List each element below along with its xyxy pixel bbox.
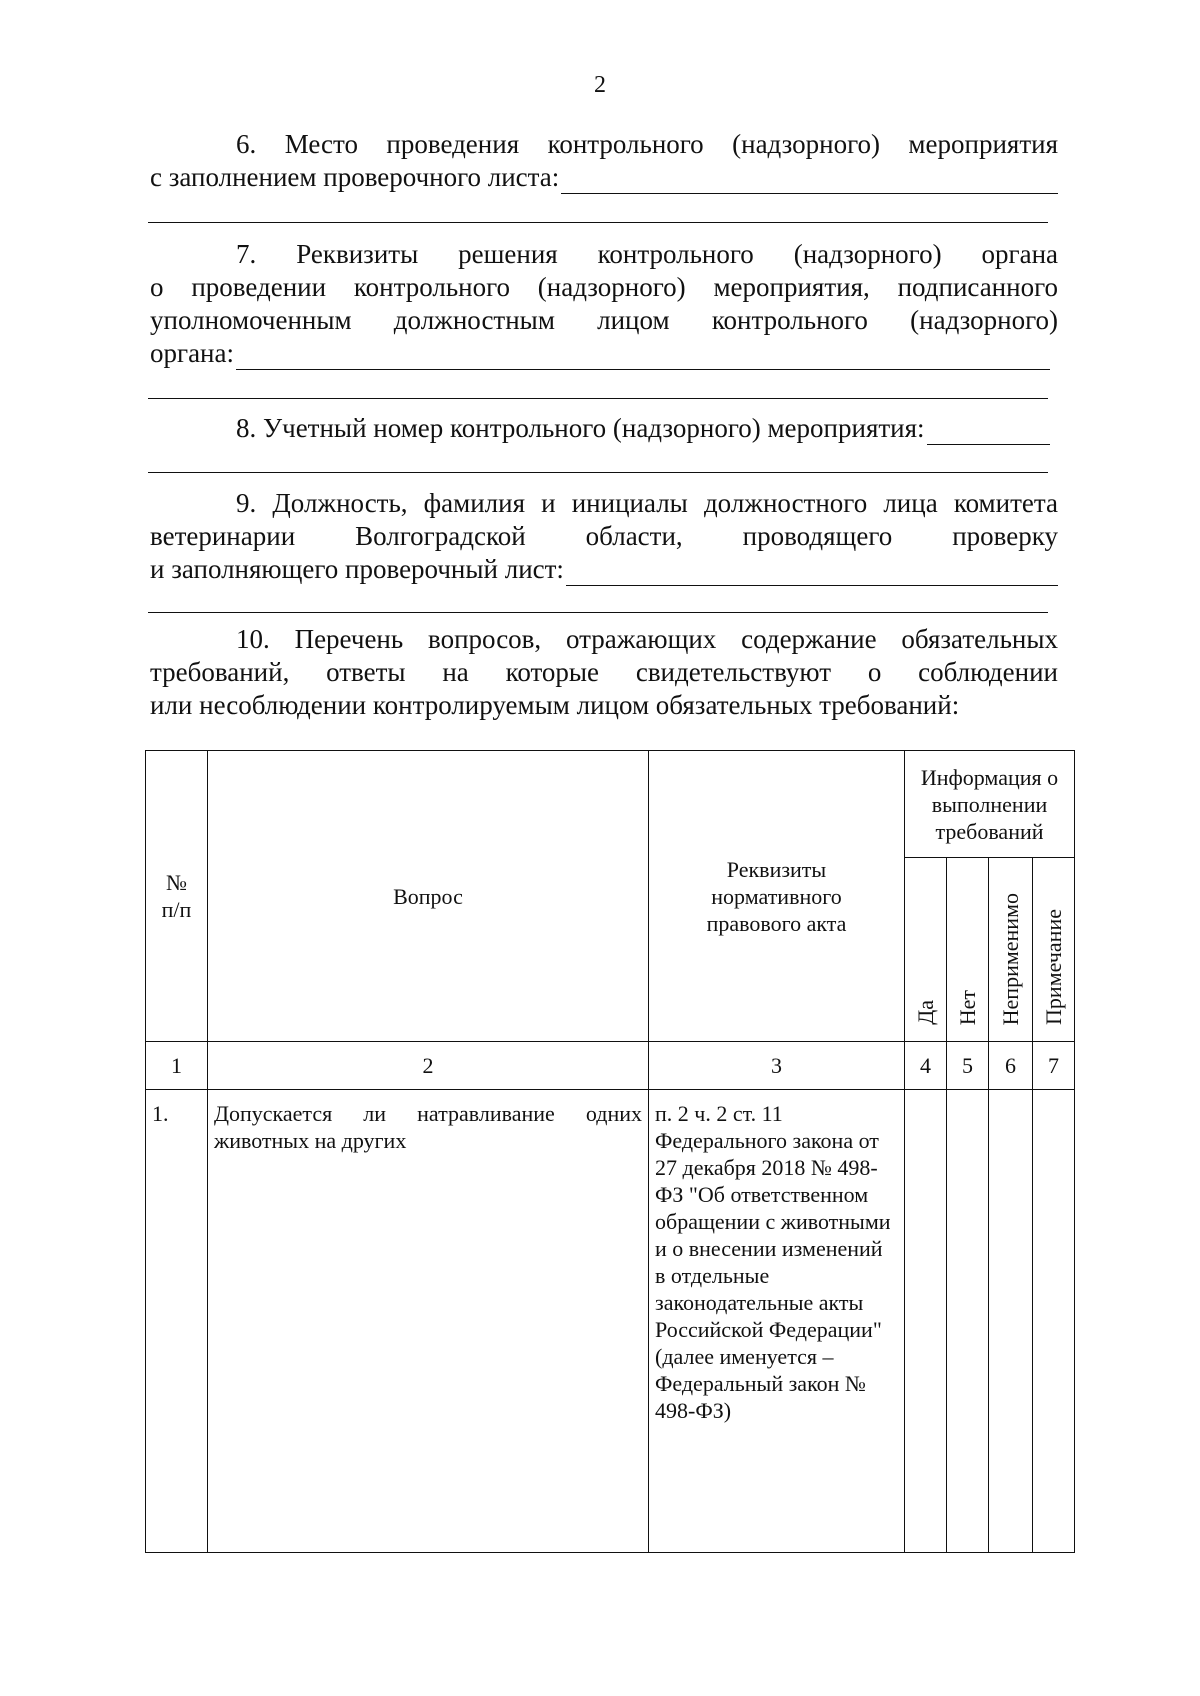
header-note-text: Примечание: [1041, 909, 1066, 1025]
item-6-label: с заполнением проверочного листа:: [150, 162, 560, 192]
row-requisites: п. 2 ч. 2 ст. 11 Федерального закона от 27 декабря 2018 № 498-ФЗ "Об ответственном обращении с животными и о внесении изменений в отдельные законодательные акты Российской Федерации" (далее именуется – Федеральный закон № 498-ФЗ): [649, 1090, 905, 1553]
item-7-blank-line: [148, 398, 1048, 399]
item-10-line1: 10. Перечень вопросов, отражающих содержание обязательных: [236, 624, 1058, 654]
item-9-line3: [150, 553, 1058, 586]
item-8-label: 8. Учетный номер контрольного (надзорного) мероприятия:: [236, 413, 925, 443]
header-no-text: Нет: [955, 989, 980, 1025]
row-note[interactable]: [1033, 1090, 1075, 1553]
header-requisites: [649, 751, 905, 1042]
requirements-table: [145, 750, 1075, 1553]
item-7-line1: 7. Реквизиты решения контрольного (надзорного) органа: [236, 239, 1058, 269]
row-na[interactable]: [989, 1090, 1033, 1553]
col-number: 7: [1033, 1042, 1075, 1090]
item-6-line2: [150, 161, 1058, 194]
page-number: 2: [594, 72, 606, 98]
header-num-text: № п/п: [161, 870, 192, 922]
item-6-line1: 6. Место проведения контрольного (надзорного) мероприятия: [236, 129, 1058, 159]
item-8-blank-line: [148, 472, 1048, 473]
header-row-1: [146, 751, 1075, 858]
item-10-line2: требований, ответы на которые свидетельствуют о соблюдении: [150, 657, 1058, 687]
row-yes[interactable]: [905, 1090, 947, 1553]
row-question: Допускается ли натравливание одних животных на других: [208, 1090, 649, 1553]
item-9-blank: [566, 559, 1058, 586]
header-yes: [905, 858, 947, 1042]
col-number: 4: [905, 1042, 947, 1090]
header-na-text: Неприменимо: [998, 892, 1023, 1025]
header-requisites-text: Реквизиты нормативного правового акта: [706, 856, 847, 936]
header-question: Вопрос: [208, 751, 649, 1042]
item-7-blank: [236, 343, 1050, 370]
header-num: [146, 751, 208, 1042]
item-7-line4: [150, 337, 1050, 370]
item-9-line1: 9. Должность, фамилия и инициалы должностного лица комитета: [236, 488, 1058, 518]
col-number: 3: [649, 1042, 905, 1090]
item-9-label: и заполняющего проверочный лист:: [150, 554, 564, 584]
item-6-blank-line: [148, 222, 1048, 223]
item-8-blank: [927, 418, 1050, 445]
item-10-line3: или несоблюдении контролируемым лицом обязательных требований:: [150, 690, 960, 720]
header-info: [905, 751, 1075, 858]
item-9-blank-line: [148, 612, 1048, 613]
col-number: 2: [208, 1042, 649, 1090]
table-row: [146, 1090, 1075, 1553]
header-note: [1033, 858, 1075, 1042]
col-number: 6: [989, 1042, 1033, 1090]
row-num: 1.: [146, 1090, 208, 1553]
header-no: [947, 858, 989, 1042]
item-6-blank: [561, 167, 1058, 194]
item-9-line2: ветеринарии Волгоградской области, проводящего проверку: [150, 521, 1058, 551]
item-8-line1: [150, 412, 1050, 445]
header-yes-text: Да: [913, 1000, 938, 1025]
item-7-label: органа:: [150, 338, 234, 368]
row-no[interactable]: [947, 1090, 989, 1553]
col-number: 5: [947, 1042, 989, 1090]
header-info-text: Информация о выполнении требований: [920, 764, 1059, 844]
col-number: 1: [146, 1042, 208, 1090]
item-7-line2: о проведении контрольного (надзорного) мероприятия, подписанного: [150, 272, 1058, 302]
column-number-row: [146, 1042, 1075, 1090]
header-na: [989, 858, 1033, 1042]
item-7-line3: уполномоченным должностным лицом контрольного (надзорного): [150, 305, 1058, 335]
